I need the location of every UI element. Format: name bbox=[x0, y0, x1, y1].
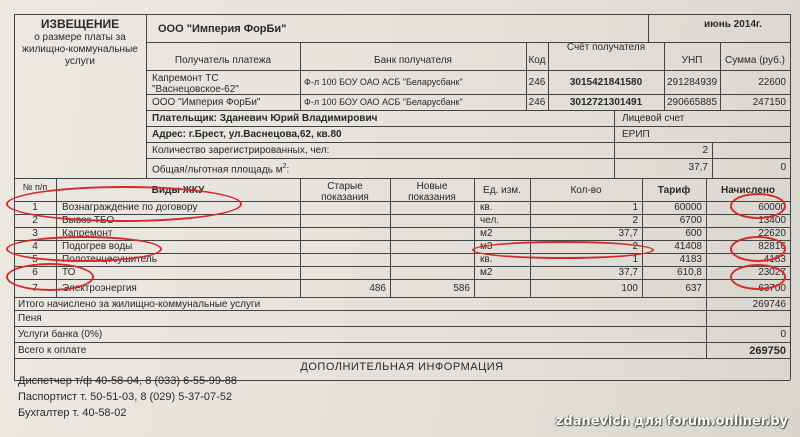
recipient-1-unp: 291284939 bbox=[666, 77, 718, 88]
area-label-text: Общая/льготная площадь м bbox=[152, 164, 283, 176]
company-name: ООО "Империя ФорБи" bbox=[158, 23, 287, 35]
rule bbox=[300, 42, 301, 110]
table-row-7-qty: 100 bbox=[621, 283, 638, 294]
highlight-oval-maintenance bbox=[6, 263, 94, 291]
total-label: Итого начислено за жилищно-коммунальные услуги bbox=[18, 299, 261, 310]
table-row-2-service: Вывоз ТБО bbox=[62, 215, 115, 226]
table-row-2-charged: 13400 bbox=[758, 215, 786, 226]
rule bbox=[14, 342, 790, 343]
rule bbox=[14, 178, 790, 179]
registered-value: 2 bbox=[702, 145, 708, 156]
col-header-unp: УНП bbox=[681, 55, 703, 66]
table-row-6-number: 6 bbox=[32, 267, 38, 278]
rule bbox=[14, 326, 790, 327]
table-row-2-number: 2 bbox=[32, 215, 38, 226]
notice-subtitle-3: услуги bbox=[65, 56, 95, 67]
rule bbox=[14, 358, 790, 359]
contact-dispatcher: Диспетчер т/ф 40-58-04, 8 (033) 6-55-99-88 bbox=[18, 375, 237, 387]
rule bbox=[648, 14, 649, 42]
amount-due-label: Всего к оплате bbox=[18, 345, 87, 356]
registered-label: Количество зарегистрированных, чел: bbox=[152, 145, 330, 156]
table-row-3-tariff: 600 bbox=[685, 228, 702, 239]
highlight-oval-water-sum bbox=[730, 236, 786, 262]
recipient-1-name: Капремонт ТС "Васнецовское-62" bbox=[152, 73, 239, 95]
table-row-1-unit: кв. bbox=[480, 202, 493, 213]
payer-address: Адрес: г.Брест, ул.Васнецова,62, кв.80 bbox=[152, 129, 342, 140]
area-label bbox=[152, 163, 289, 175]
table-row-4-qty: 2 bbox=[632, 241, 638, 252]
col-header-service: Виды ЖКУ bbox=[151, 185, 205, 196]
table-row-1-qty: 1 bbox=[632, 202, 638, 213]
table-row-6-tariff: 610,8 bbox=[676, 267, 702, 278]
rule bbox=[14, 14, 790, 15]
bank-fee-label: Услуги банка (0%) bbox=[18, 329, 103, 340]
recipient-2-account: 3012721301491 bbox=[569, 97, 643, 108]
rule bbox=[790, 14, 791, 380]
rule bbox=[146, 142, 790, 143]
area-label-suffix: : bbox=[286, 164, 290, 176]
col-header-quantity: Кол-во bbox=[570, 185, 602, 196]
rule bbox=[14, 279, 790, 280]
rule bbox=[146, 126, 790, 127]
col-header-charged: Начислено bbox=[721, 185, 775, 196]
recipient-1-code: 246 bbox=[528, 77, 546, 88]
erip-label: ЕРИП bbox=[622, 129, 650, 140]
notice-subtitle-1: о размере платы за bbox=[34, 32, 126, 43]
rule bbox=[146, 158, 790, 159]
table-row-6-qty: 37,7 bbox=[618, 267, 638, 278]
area-label-sup: 2 bbox=[282, 163, 287, 170]
table-row-5-service: Полотенцесушитель bbox=[62, 254, 157, 265]
highlight-oval-water-heating bbox=[6, 236, 162, 262]
table-row-7-new: 586 bbox=[453, 283, 470, 294]
notice-title: ИЗВЕЩЕНИЕ bbox=[40, 17, 120, 31]
highlight-oval-water-qty bbox=[472, 241, 654, 259]
table-row-4-number: 4 bbox=[32, 241, 38, 252]
rule bbox=[146, 110, 790, 111]
table-row-4-service: Подогрев воды bbox=[62, 241, 133, 252]
recipient-2-bank: Ф-л 100 БОУ ОАО АСБ "Беларусбанк" bbox=[304, 97, 463, 107]
table-row-5-number: 5 bbox=[32, 254, 38, 265]
col-header-number: № п/п bbox=[22, 182, 48, 192]
table-row-5-qty: 1 bbox=[632, 254, 638, 265]
amount-due-value: 269750 bbox=[749, 345, 786, 357]
recipient-2-sum: 247150 bbox=[752, 97, 786, 108]
table-row-3-qty: 37,7 bbox=[618, 228, 638, 239]
col-header-payee: Получатель платежа bbox=[174, 55, 272, 66]
penalty-label: Пеня bbox=[18, 313, 42, 324]
table-row-2-qty: 2 bbox=[632, 215, 638, 226]
recipient-2-code: 246 bbox=[528, 97, 546, 108]
contact-accountant: Бухгалтер т. 40-58-02 bbox=[18, 407, 127, 419]
billing-period: июнь 2014г. bbox=[704, 19, 762, 30]
additional-info-title: ДОПОЛНИТЕЛЬНАЯ ИНФОРМАЦИЯ bbox=[300, 361, 504, 373]
rule bbox=[146, 14, 147, 178]
recipient-2-unp: 290665885 bbox=[666, 97, 718, 108]
col-header-unit: Ед. изм. bbox=[483, 185, 521, 196]
rule bbox=[14, 227, 790, 228]
bank-fee-value: 0 bbox=[780, 329, 786, 340]
rule bbox=[14, 266, 790, 267]
table-row-6-service: ТО bbox=[62, 267, 76, 278]
table-row-1-service: Вознаграждение по договору bbox=[62, 202, 198, 213]
table-row-5-unit: кв. bbox=[480, 254, 493, 265]
highlight-oval-reward bbox=[6, 186, 242, 222]
table-row-7-charged: 63700 bbox=[758, 283, 786, 294]
area-value-benefit: 0 bbox=[780, 162, 786, 173]
rule bbox=[14, 297, 790, 298]
col-header-old-reading: Старые показания bbox=[321, 181, 369, 203]
col-header-bank: Банк получателя bbox=[374, 55, 452, 66]
recipient-1-account: 3015421841580 bbox=[569, 77, 643, 88]
table-row-3-service: Капремонт bbox=[62, 228, 113, 239]
table-row-7-tariff: 637 bbox=[685, 283, 702, 294]
table-row-5-tariff: 4183 bbox=[679, 254, 702, 265]
recipient-2-name: ООО "Империя ФорБи" bbox=[152, 97, 261, 108]
col-header-new-reading: Новые показания bbox=[408, 181, 456, 203]
table-row-2-tariff: 6700 bbox=[679, 215, 702, 226]
area-value: 37,7 bbox=[688, 162, 708, 173]
notice-subtitle-2: жилищно-коммунальные bbox=[22, 44, 138, 55]
table-row-4-tariff: 41408 bbox=[674, 241, 702, 252]
table-row-4-charged: 82816 bbox=[758, 241, 786, 252]
table-row-6-unit: м2 bbox=[480, 267, 493, 278]
col-header-code: Код bbox=[528, 55, 546, 66]
contact-passport-office: Паспортист т. 50-51-03, 8 (029) 5-37-07-52 bbox=[18, 391, 233, 403]
watermark-text: zdanevich для forum.onliner.by bbox=[555, 414, 788, 429]
table-row-3-charged: 22620 bbox=[758, 228, 786, 239]
table-row-3-unit: м2 bbox=[480, 228, 493, 239]
rule bbox=[146, 42, 790, 43]
table-row-2-unit: чел. bbox=[480, 215, 500, 226]
table-row-3-number: 3 bbox=[32, 228, 38, 239]
table-row-4-unit: м3 bbox=[480, 241, 493, 252]
rule bbox=[146, 70, 790, 71]
highlight-oval-reward-sum bbox=[730, 193, 786, 219]
recipient-1-bank: Ф-л 100 БОУ ОАО АСБ "Беларусбанк" bbox=[304, 77, 463, 87]
highlight-oval-maintenance-sum bbox=[730, 264, 786, 290]
total-value: 269746 bbox=[752, 299, 786, 310]
col-header-sum: Сумма (руб.) bbox=[725, 55, 785, 66]
rule bbox=[14, 310, 790, 311]
table-row-7-old: 486 bbox=[369, 283, 386, 294]
recipient-1-sum: 22600 bbox=[758, 77, 786, 88]
table-row-7-number: 7 bbox=[32, 283, 38, 294]
table-row-7-service: Электроэнергия bbox=[62, 283, 137, 294]
col-header-tariff: Тариф bbox=[657, 185, 691, 196]
personal-account-label: Лицевой счет bbox=[622, 113, 685, 124]
table-row-6-charged: 23027 bbox=[758, 267, 786, 278]
col-header-account: Счёт получателя bbox=[566, 42, 646, 53]
table-row-1-charged: 60000 bbox=[758, 202, 786, 213]
table-row-1-tariff: 60000 bbox=[674, 202, 702, 213]
table-row-1-number: 1 bbox=[32, 202, 38, 213]
payer-name: Плательщик: Зданевич Юрий Владимирович bbox=[152, 113, 378, 124]
table-row-5-charged: 4183 bbox=[763, 254, 786, 265]
